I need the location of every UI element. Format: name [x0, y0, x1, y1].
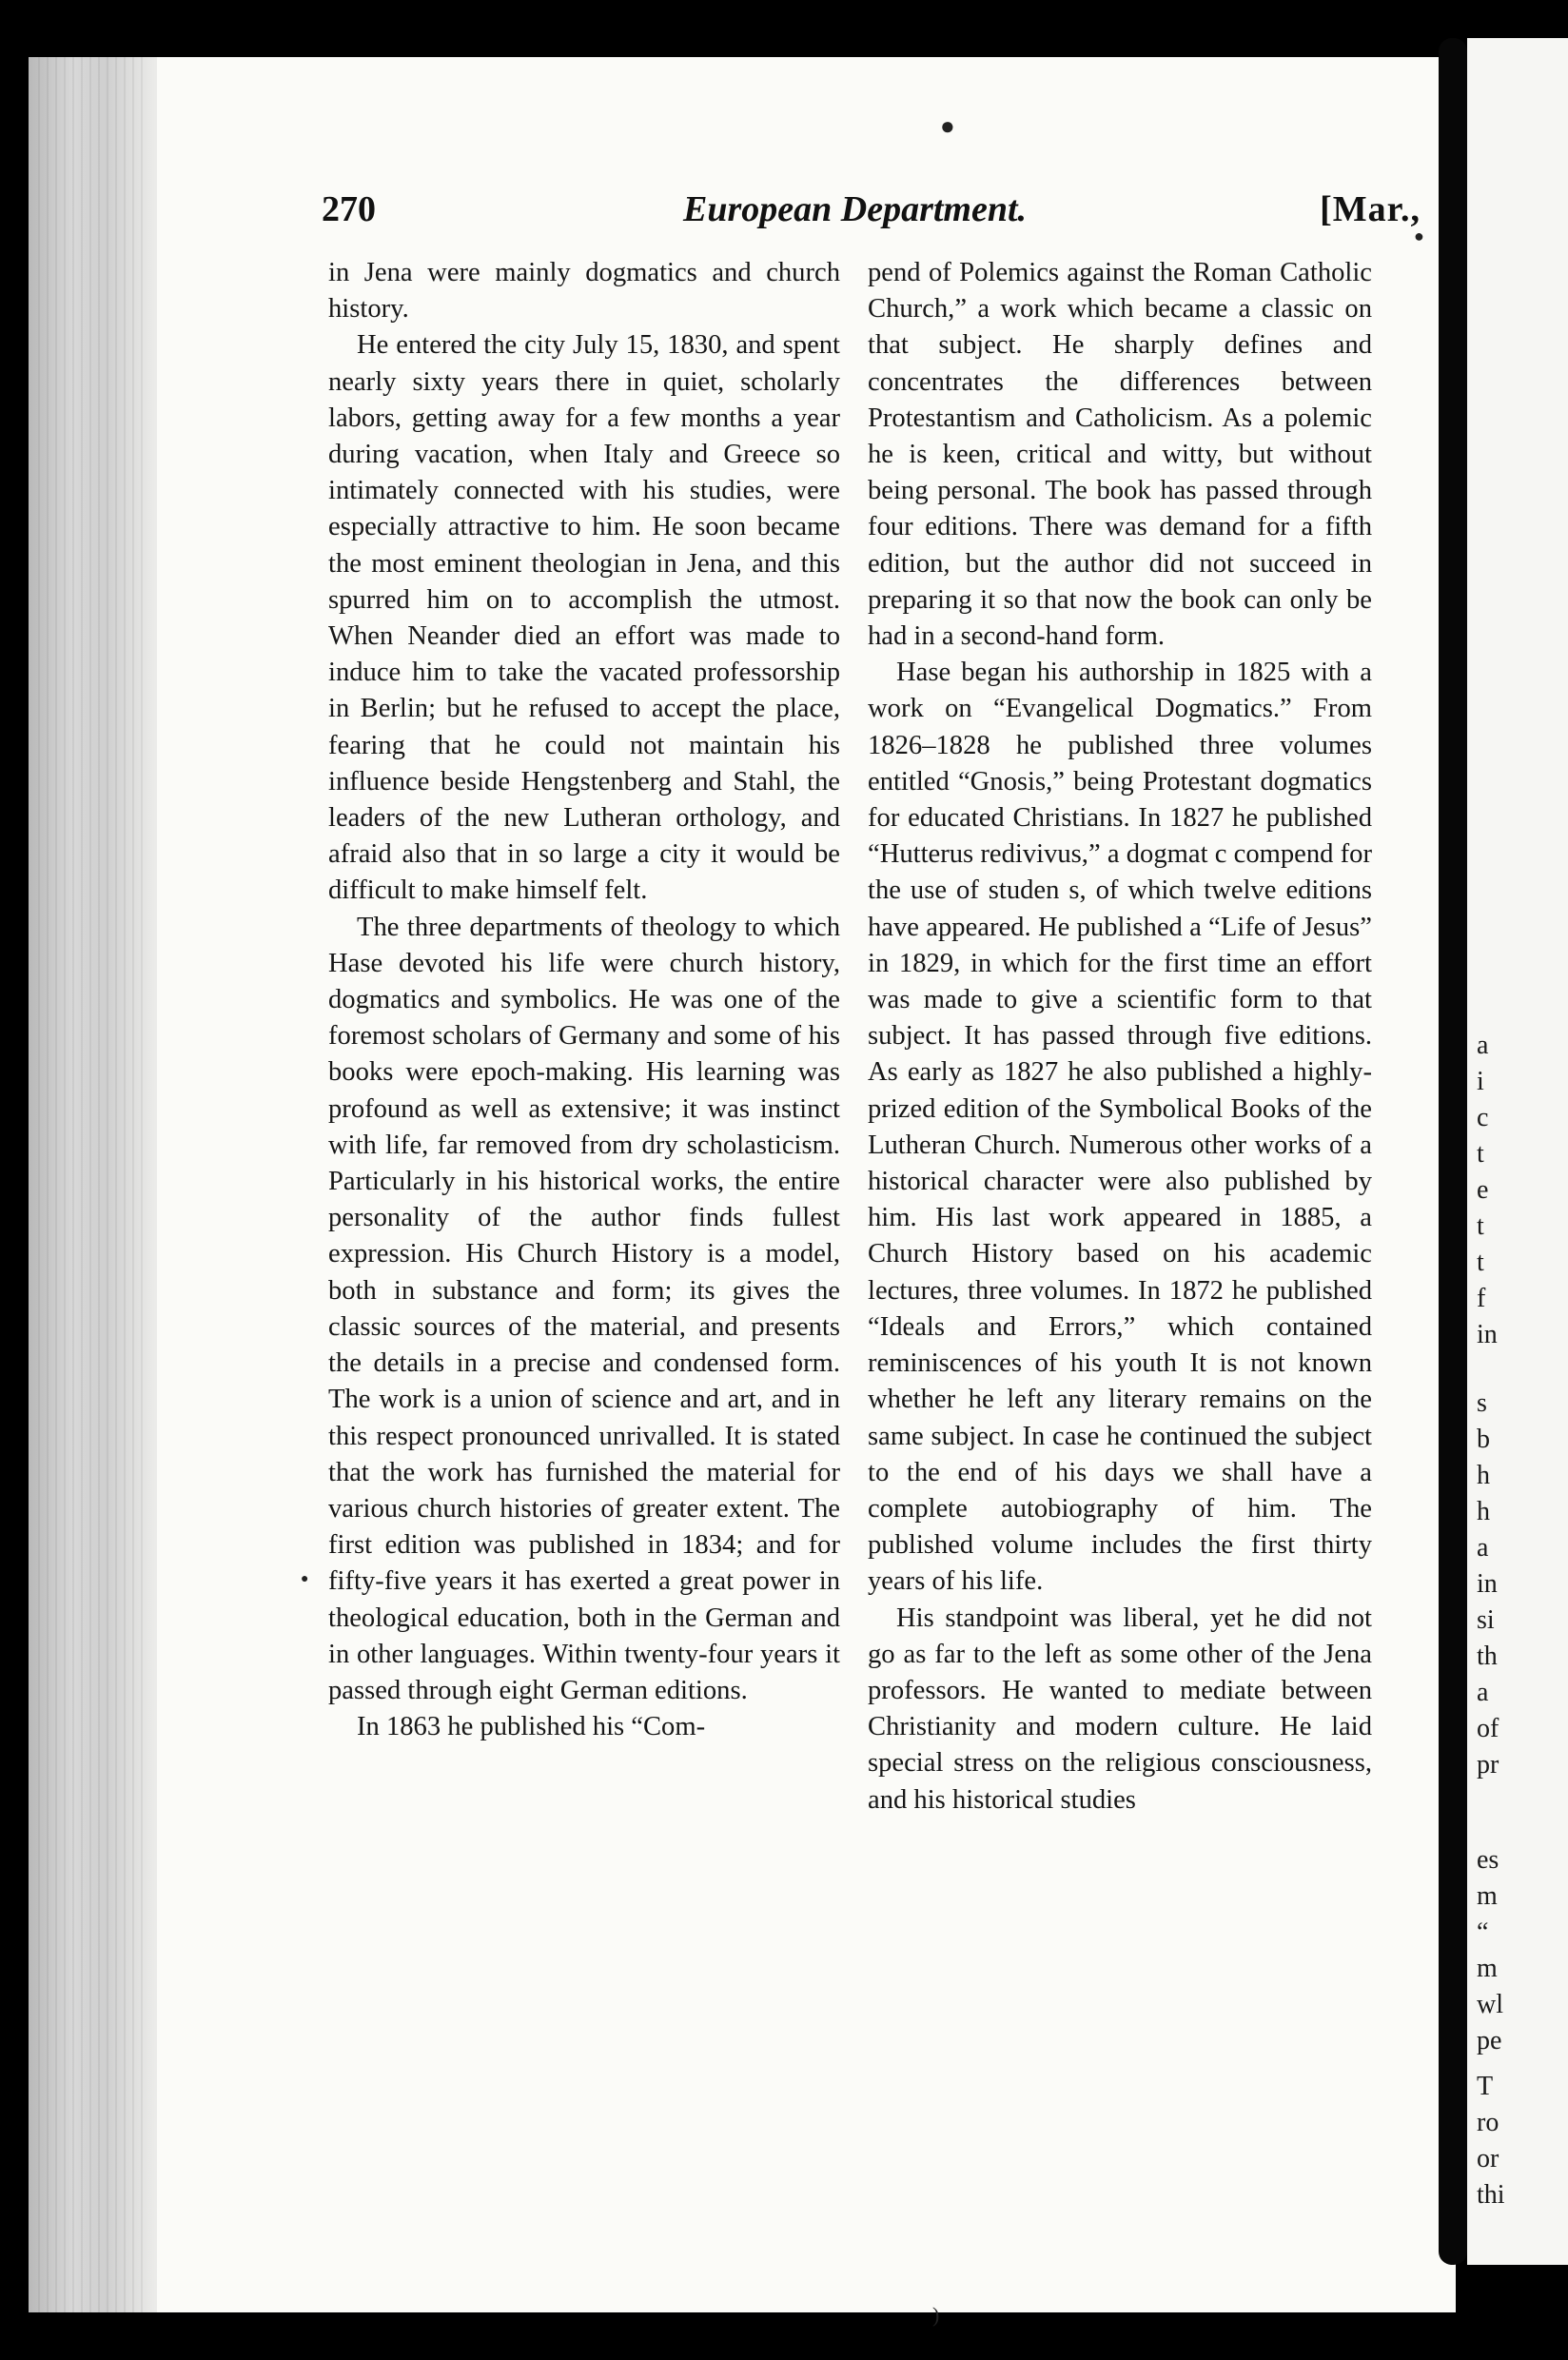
edge-fragment: of — [1477, 1714, 1499, 1743]
edge-fragment: si — [1477, 1605, 1495, 1635]
edge-fragment: t — [1477, 1211, 1484, 1241]
edge-fragment: c — [1477, 1103, 1489, 1132]
edge-fragment: in — [1477, 1320, 1498, 1349]
running-title: European Department. — [683, 189, 1028, 229]
left-column — [328, 255, 840, 1745]
edge-fragment: pr — [1477, 1750, 1499, 1780]
edge-fragment: t — [1477, 1248, 1484, 1277]
edge-fragment: a — [1477, 1533, 1489, 1563]
edge-fragment: m — [1477, 1954, 1498, 1983]
scan-frame-bottom — [0, 2312, 1568, 2360]
edge-fragment: a — [1477, 1678, 1489, 1707]
edge-fragment: “ — [1477, 1918, 1489, 1947]
edge-fragment: s — [1477, 1388, 1487, 1418]
paragraph: His standpoint was liberal, yet he did not go as far to the left as some other of the Jena professors. He wanted to mediate between Christianity and modern culture. He laid special stress on the religious consciousness, and his historical studies — [868, 1603, 1372, 1815]
paragraph: in Jena were mainly dogmatics and church history. — [328, 258, 840, 324]
edge-fragment: m — [1477, 1881, 1498, 1911]
page-number: 270 — [322, 189, 376, 229]
edge-fragment: f — [1477, 1284, 1486, 1313]
edge-fragment: pe — [1477, 2026, 1502, 2055]
edge-fragment: h — [1477, 1461, 1490, 1490]
book-spine-shadow — [1439, 38, 1467, 2265]
edge-fragment: a — [1477, 1031, 1489, 1060]
printer-mark-bottom: ) — [932, 2303, 940, 2327]
scan-frame-top — [0, 0, 1568, 57]
printer-mark-left: ● — [301, 1572, 309, 1586]
edge-fragment: h — [1477, 1497, 1490, 1526]
printer-mark-top: ● — [940, 112, 955, 140]
edge-fragment: es — [1477, 1845, 1499, 1875]
edge-fragment: ro — [1477, 2108, 1499, 2137]
edge-fragment: thi — [1477, 2180, 1505, 2210]
paragraph: pend of Polemics against the Roman Catholic Church,” a work which became a classic on that subject. He sharply defines and concentrates the differences between Protestantism and Catholicism. As a polemic he is keen, critical and witty, but without being personal. The book has passed through four editions. There was demand for a fifth edition, but the author did not succeed in preparing it so that now the book can only be had in a second-hand form. — [868, 258, 1372, 652]
edge-fragment: or — [1477, 2144, 1499, 2173]
paragraph: Hase began his authorship in 1825 with a work on “Evangelical Dogmatics.” From 1826–1828 he published three volumes entitled “Gnosis,” being Protestant dogmatics for educated Christians. In 1827 he published “Hutterus redivivus,” a dogmat c compend for the use of studen s, of which twelve editions have appeared. He published a “Life of Jesus” in 1829, in which for the first time an effort was made to give a scientific form to that subject. It has passed through five editions. As early as 1827 he also published a highly-prized edition of the Symbolical Books of the Lutheran Church. Numerous other works of a historical character were also published by him. His last work appeared in 1885, a Church History based on his academic lectures, three volumes. In 1872 he published “Ideals and Errors,” which contained reminiscences of his youth It is not known whether he left any literary remains on the same subject. In case he continued the subject to the end of his days we shall have a complete autobiography of him. The published volume includes the first thirty years of his life. — [868, 658, 1372, 1597]
edge-fragment: wl — [1477, 1990, 1503, 2019]
edge-fragment: e — [1477, 1175, 1489, 1205]
right-column — [868, 255, 1372, 1819]
paragraph: In 1863 he published his “Com- — [357, 1712, 706, 1742]
binding-gutter-texture — [38, 57, 143, 2312]
edge-fragment: in — [1477, 1569, 1498, 1599]
edge-fragment: b — [1477, 1425, 1490, 1454]
edge-fragment: t — [1477, 1139, 1484, 1169]
paragraph: He entered the city July 15, 1830, and spent nearly sixty years there in quiet, scholarly labors, getting away for a few months a year during vacation, when Italy and Greece so intimately connected with his studies, were especially attractive to him. He soon became the most eminent theologian in Jena, and this spurred him on to accomplish the utmost. When Neander died an effort was made to induce him to take the vacated professorship in Berlin; but he refused to accept the place, fearing that he could not maintain his influence beside Hengstenberg and Stahl, the leaders of the new Lutheran orthology, and afraid also that in so large a city it would be difficult to make himself felt. — [328, 330, 840, 906]
printer-mark-right: ● — [1414, 226, 1424, 246]
edge-fragment: T — [1477, 2072, 1494, 2101]
edge-fragment: i — [1477, 1067, 1484, 1096]
header-month: [Mar., — [1320, 189, 1421, 229]
running-header — [322, 188, 1421, 242]
edge-fragment: th — [1477, 1642, 1498, 1671]
paragraph: The three departments of theology to which Hase devoted his life were church history, dogmatics and symbolics. He was one of the foremost scholars of Germany and some of his books were epoch-making. His learning was profound as well as extensive; it was instinct with life, far removed from dry scholasticism. Particularly in his historical works, the entire personality of the author finds fullest expression. His Church History is a model, both in substance and form; its gives the classic sources of the material, and presents the details in a precise and condensed form. The work is a union of science and art, and in this respect pronounced unrivalled. It is stated that the work has furnished the material for various church histories of greater extent. The first edition was published in 1834; and for fifty-five years it has exerted a great power in theological education, both in the German and in other languages. Within twenty-four years it passed through eight German editions. — [328, 912, 840, 1705]
